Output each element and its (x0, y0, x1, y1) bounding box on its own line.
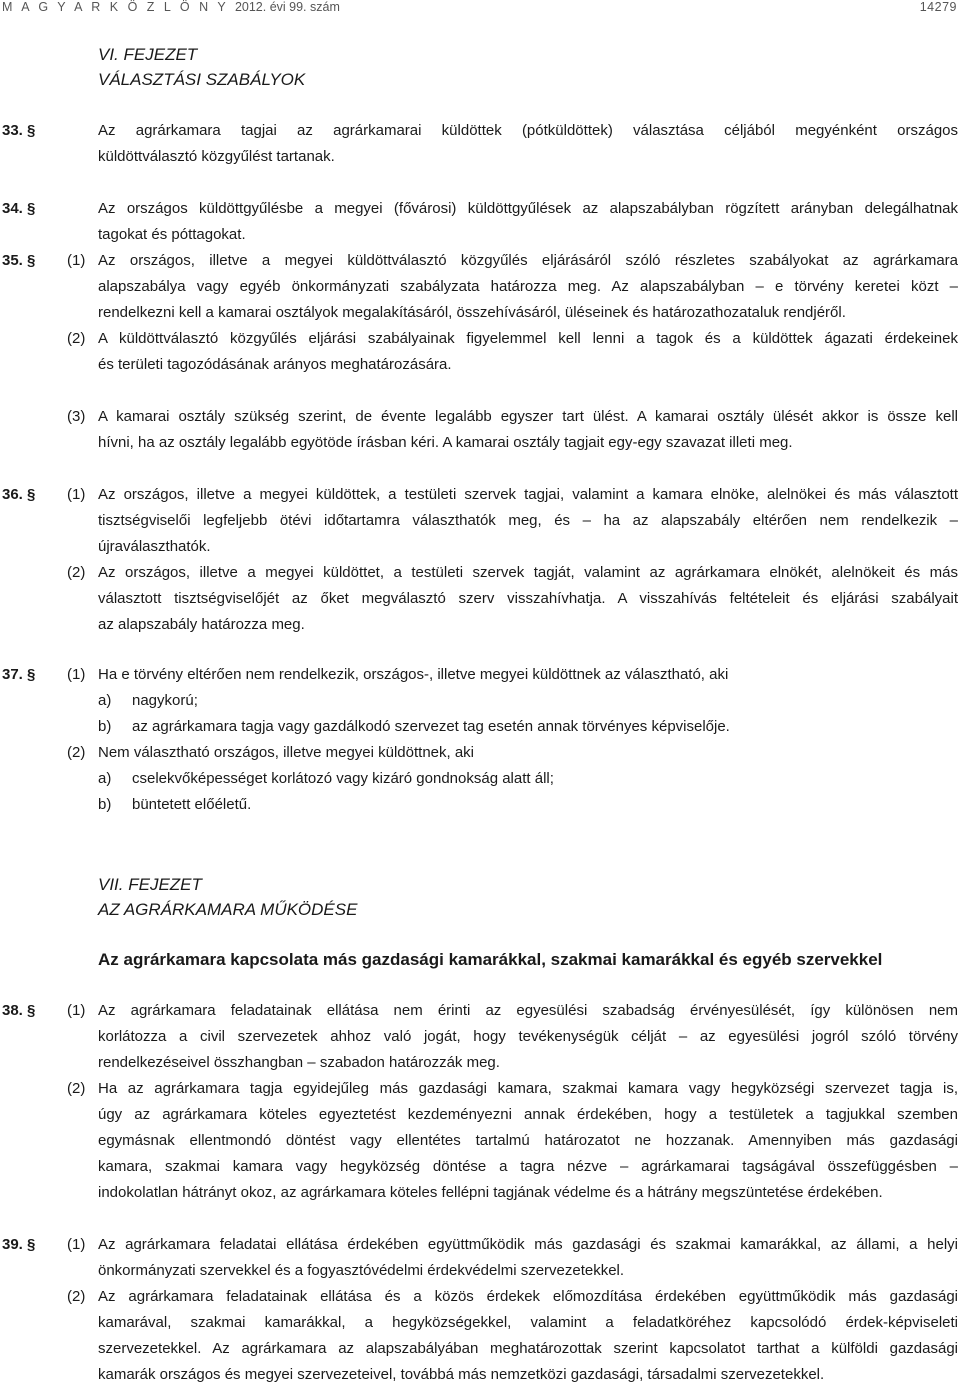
section-38-paragraph-1 (98, 998, 958, 1076)
chapter-number: VII. FEJEZET (98, 875, 202, 894)
paragraph-number: (1) (67, 486, 86, 503)
section-35-paragraph-1 (98, 248, 958, 326)
list-item (98, 714, 730, 740)
page-number: 14279 (919, 0, 957, 14)
journal-name: M A G Y A R K Ö Z L Ö N Y (2, 0, 229, 14)
list-text: az agrárkamara tagja vagy gazdálkodó szervezet tag esetén annak törvényes képviselője. (132, 718, 730, 735)
section-39-paragraph-2 (98, 1284, 958, 1388)
text-line: Ha az agrárkamara tagja egyidejűleg más gazdasági kamara, szakmai kamara vagy hegyközségi szervezet tagja is, (98, 1080, 958, 1097)
chapter-number: VI. FEJEZET (98, 45, 198, 64)
running-header (0, 0, 960, 18)
text-line: újraválaszthatók. (98, 538, 211, 555)
paragraph-number: (2) (67, 1288, 86, 1305)
text-line: hívni, ha az osztály legalább egyötöde írásban kéri. A kamarai osztály tagjait egy-egy szavazat illeti meg. (98, 434, 793, 451)
paragraph-number: (1) (67, 1236, 86, 1253)
text-line: az alapszabály határozza meg. (98, 616, 305, 633)
section-35-paragraph-2 (98, 326, 958, 378)
list-letter: a) (98, 770, 112, 787)
list-letter: b) (98, 718, 112, 735)
section-number: 37. § (2, 666, 36, 683)
paragraph-number: (2) (67, 330, 86, 347)
text-line: Az agrárkamara tagjai az agrárkamarai küldöttek (pótküldöttek) választása céljából megyénként országos (98, 122, 958, 139)
section-number: 35. § (2, 252, 36, 269)
section-35-paragraph-3 (98, 404, 958, 456)
section-37-paragraph-1: Ha e törvény eltérően nem rendelkezik, országos-, illetve megyei küldöttnek az választható, aki (98, 666, 729, 683)
chapter-7-heading (98, 872, 357, 922)
issue-number: 2012. évi 99. szám (234, 0, 340, 14)
list-text: cselekvőképességet korlátozó vagy kizáró gondnokság alatt áll; (132, 770, 554, 787)
list-letter: b) (98, 796, 112, 813)
chapter-6-heading (98, 42, 305, 92)
section-number: 38. § (2, 1002, 36, 1019)
text-line: küldöttválasztó közgyűlést tartanak. (98, 148, 335, 165)
section-39-paragraph-1 (98, 1232, 958, 1284)
text-line: önkormányzati szervekkel és a fogyasztóvédelmi érdekvédelmi szervezetekkel. (98, 1262, 625, 1279)
text-line: Az agrárkamara feladatainak ellátása nem érinti az egyesülési szabadság érvényesülését, így különösen nem (98, 1002, 958, 1019)
section-36-paragraph-1 (98, 482, 958, 560)
text-line: kamarák országos és megyei szervezeteivel, továbbá más nemzetközi gazdasági, társadalmi szervezetekkel. (98, 1366, 825, 1383)
section-38-paragraph-2 (98, 1076, 958, 1206)
paragraph-number: (1) (67, 1002, 86, 1019)
list-item (98, 792, 251, 818)
list-text: nagykorú; (132, 692, 198, 709)
text-line: indokolatlan hátrányt okoz, az agrárkamara köteles fellépni tagjának védelme és a hátrány megszüntetése érdekében. (98, 1184, 883, 1201)
text-line: és területi tagozódásának arányos meghatározására. (98, 356, 452, 373)
chapter-title: VÁLASZTÁSI SZABÁLYOK (98, 70, 306, 89)
section-number: 34. § (2, 200, 36, 217)
text-line: úgy az agrárkamara köteles egyeztetést kezdeményezni annak érdekében, hogy a testületek a tagjukkal szemben (98, 1106, 958, 1123)
paragraph-number: (2) (67, 1080, 86, 1097)
section-37-paragraph-2: Nem választható országos, illetve megyei küldöttnek, aki (98, 744, 475, 761)
text-line: korlátozza a civil szervezetek ahhoz való jogát, hogy tevékenységük célját – az egyesülési jogról szóló törvény (98, 1028, 958, 1045)
paragraph-number: (3) (67, 408, 86, 425)
text-line: tagokat és póttagokat. (98, 226, 246, 243)
journal-title (2, 0, 340, 14)
text-line: rendelkezni kell a kamarai osztályok megalakításáról, összehívásáról, üléseinek és határozathozataluk rendjéről. (98, 304, 846, 321)
section-36-paragraph-2 (98, 560, 958, 638)
section-number: 39. § (2, 1236, 36, 1253)
text-line: tisztségviselői legfeljebb ötévi időtartamra választhatók meg, és – ha az alapszabály eltérően nem rendelkezik – (98, 512, 958, 529)
paragraph-number: (1) (67, 252, 86, 269)
text-line: kamarával, szakmai kamarákkal, a hegyközségekkel, valamint a feladatköréhez kapcsolódó érdek-képviseleti (98, 1314, 958, 1331)
section-34-text (98, 196, 958, 248)
text-line: rendelkezéseivel összhangban – szabadon határozzák meg. (98, 1054, 500, 1071)
paragraph-number: (2) (67, 744, 86, 761)
text-line: Az agrárkamara feladatai ellátása érdekében együttműködik más gazdasági és szakmai kamarákkal, az állami, a helyi (98, 1236, 958, 1253)
text-line: Az agrárkamara feladatainak ellátása és a közös érdekek előmozdítása érdekében együttműködik más gazdasági (98, 1288, 958, 1305)
text-line: Az országos, illetve a megyei küldöttválasztó közgyűlés eljárásáról szóló részletes szabályokat az agrárkamara (98, 252, 958, 269)
text-line: A küldöttválasztó közgyűlés eljárási szabályainak figyelemmel kell lenni a tagok és a küldöttek ágazati érdekeinek (98, 330, 958, 347)
text-line: szervezetekkel. Az agrárkamara az alapszabályában meghatározottak szerint kapcsolatot tarthat a külföldi gazdasági (98, 1340, 958, 1357)
list-item (98, 766, 554, 792)
text-line: Az országos, illetve a megyei küldöttek, a testületi szervek tagjai, valamint a kamara elnöke, alelnökei és más választott (98, 486, 958, 503)
text-line: alapszabálya vagy egyéb önkormányzati szabályzata határozza meg. Az alapszabályban – e törvény keretei közt – (98, 278, 958, 295)
section-33-text (98, 118, 958, 170)
list-item (98, 688, 198, 714)
paragraph-number: (2) (67, 564, 86, 581)
text-line: Az országos, illetve a megyei küldöttet, a testületi szervek tagját, valamint az agrárkamara elnökét, alelnökeit és más (98, 564, 958, 581)
text-line: kamara, szakmai kamara vagy hegyközség döntése a tagra nézve – agrárkamarai tagságával összefüggésben – (98, 1158, 958, 1175)
section-number: 33. § (2, 122, 36, 139)
text-line: választott tisztségviselőjét az őket megválasztó szerv visszahívhatja. A visszahívás feltételeit és eljárási szabályait (98, 590, 958, 607)
chapter-title: AZ AGRÁRKAMARA MŰKÖDÉSE (98, 900, 358, 919)
paragraph-number: (1) (67, 666, 86, 683)
section-number: 36. § (2, 486, 36, 503)
text-line: Az országos küldöttgyűlésbe a megyei (fővárosi) küldöttgyűlések az alapszabályban rögzített arányban delegálhatnak (98, 200, 958, 217)
text-line: egymásnak ellentmondó döntést vagy ellentétes tartalmú határozatot ne hozzanak. Amennyiben más gazdasági (98, 1132, 958, 1149)
text-line: A kamarai osztály szükség szerint, de évente legalább egyszer tart ülést. A kamarai osztály ülését akkor is össze kell (98, 408, 958, 425)
list-letter: a) (98, 692, 112, 709)
list-text: büntetett előéletű. (132, 796, 252, 813)
subheading: Az agrárkamara kapcsolata más gazdasági kamarákkal, szakmai kamarákkal és egyéb szervekkel (98, 950, 883, 969)
